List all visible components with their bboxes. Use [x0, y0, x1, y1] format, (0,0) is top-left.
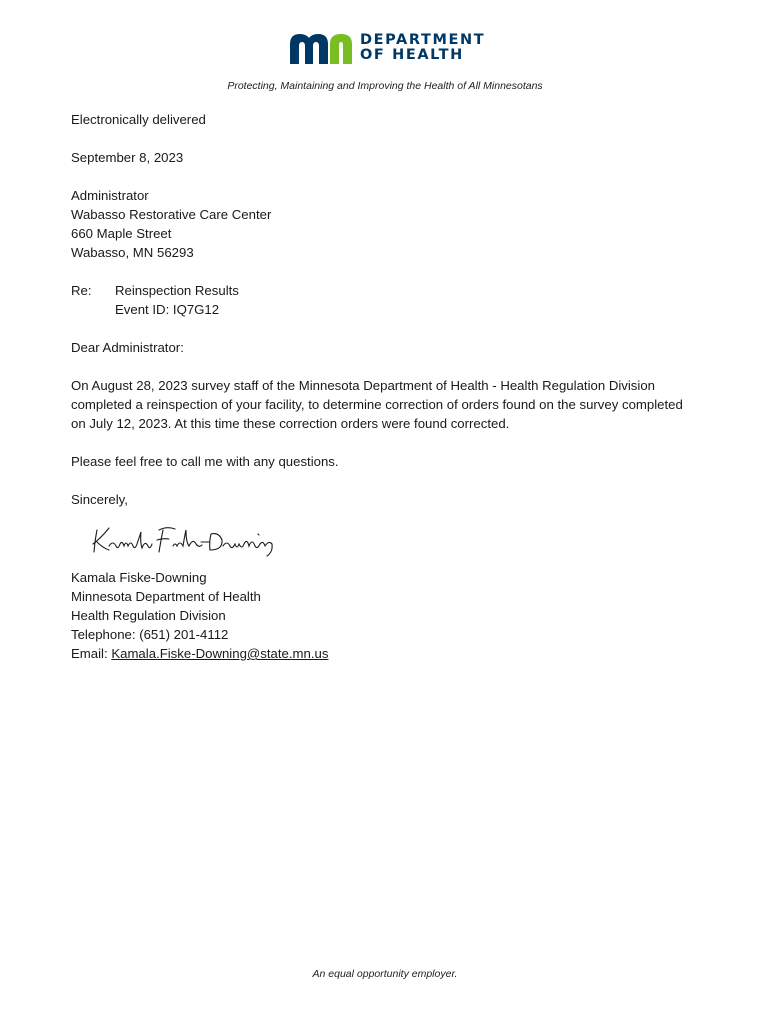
signer-email-line	[71, 644, 701, 663]
recipient-city: Wabasso, MN 56293	[71, 245, 194, 260]
signer-name: Kamala Fiske-Downing	[71, 570, 207, 585]
re-subject: Reinspection Results	[115, 283, 239, 298]
mdh-logo	[288, 30, 488, 70]
email-link[interactable]: Kamala.Fiske-Downing@state.mn.us	[111, 646, 329, 661]
body-paragraph: On August 28, 2023 survey staff of the Minnesota Department of Health - Health Regulation Division completed a reinspection of your facility, to determine correction of orders found on the survey completed on July 12, 2023. At this time these correction orders were found corrected.	[71, 378, 683, 431]
signer-division: Health Regulation Division	[71, 608, 226, 623]
letter-date: September 8, 2023	[71, 150, 184, 165]
recipient-street: 660 Maple Street	[71, 226, 172, 241]
closing: Sincerely,	[71, 492, 128, 507]
re-details	[115, 281, 239, 319]
delivery-note: Electronically delivered	[71, 112, 206, 127]
org-name	[360, 33, 485, 63]
signer-telephone: Telephone: (651) 201-4112	[71, 627, 229, 642]
letter-body	[71, 110, 701, 682]
tagline: Protecting, Maintaining and Improving the Health of All Minnesotans	[227, 80, 543, 92]
mn-logo-icon	[288, 30, 354, 66]
org-name-line2: OF HEALTH	[360, 47, 464, 63]
recipient-address	[71, 186, 701, 262]
recipient-facility: Wabasso Restorative Care Center	[71, 207, 272, 222]
email-label: Email:	[71, 646, 112, 661]
footer-note: An equal opportunity employer.	[312, 968, 458, 980]
handwritten-signature	[89, 520, 701, 560]
body-paragraph: Please feel free to call me with any questions.	[71, 454, 339, 469]
re-label: Re:	[71, 283, 92, 298]
org-name-line1: DEPARTMENT	[360, 32, 486, 48]
signer-org: Minnesota Department of Health	[71, 589, 261, 604]
re-block	[71, 281, 701, 319]
letterhead	[0, 30, 770, 70]
salutation: Dear Administrator:	[71, 340, 184, 355]
signer-block	[71, 568, 701, 663]
re-event-id: Event ID: IQ7G12	[115, 302, 220, 317]
recipient-title: Administrator	[71, 188, 149, 203]
